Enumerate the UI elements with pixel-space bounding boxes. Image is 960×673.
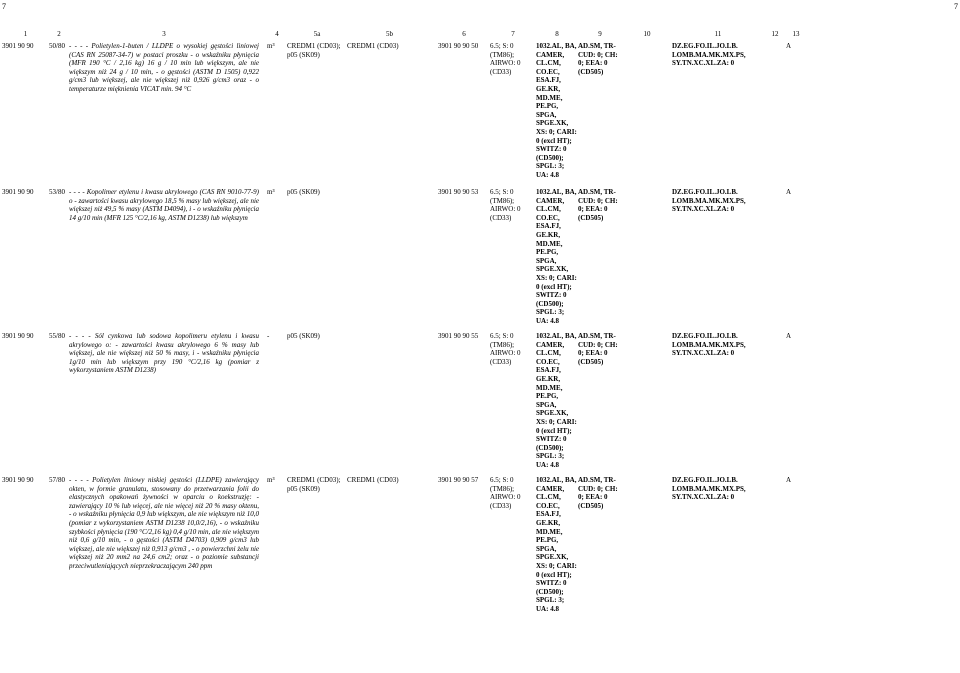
duty-col7: 6.5; S: 0 (TM86); AIRWO: 0 (CD33) <box>490 188 521 222</box>
col-header: 1 <box>23 30 28 38</box>
col-8: 1032.AL, BA, CAMER, CL.CM, CO.EC, ESA.FJ, GE.KR, MD.ME, PE.PG, SPGA, SPGE.XK, XS: 0; CARI: 0 (excl HT); SWITZ: 0 (CD500); SPGL: 3; UA: 4.8 <box>536 476 577 613</box>
col-8: 1032.AL, BA, CAMER, CL.CM, CO.EC, ESA.FJ, GE.KR, MD.ME, PE.PG, SPGA, SPGE.XK, XS: 0; CARI: 0 (excl HT); SWITZ: 0 (CD500); SPGL: 3; UA: 4.8 <box>536 42 577 179</box>
description: - - - - Polietylen liniowy niskiej gęstości (LLDPE) zawierający okten, w formie granulatu, stosowany do przetwarzania folii do elastycznych opakowań żywności w oparciu o koekstruzję: - zawierający 10 % lub więcej, ale nie więcej niż 20 % masy oktenu, - o wskaźniku płynięcia 0,9 lub większym, ale nie większym niż 10,0 (pomiar z wykorzystaniem ASTM D1238 10,0/2,16), - o wskaźniku szybkości płynięcia (190 °C/2,16 kg) 0,4 g/10 min, ale nie większym niż 0,6 g/10 min, - o gęstości (ASTM D4703) 0,909 g/cm3 lub większej, ale nie większej niż 0,913 g/cm3 , - o powierzchni żelu nie większej niż 20 mm2 na 24,6 cm2; oraz - o poziomie substancji przeciwutleniających nieprzekraczającym 240 ppm <box>69 476 260 570</box>
table-row <box>438 42 806 180</box>
col-13: A <box>786 332 792 340</box>
col-5a: p05 (SK09) <box>287 188 320 196</box>
taric-suffix: 55/80 <box>49 332 65 340</box>
col-10 <box>622 188 672 326</box>
col-header: 10 <box>643 30 651 38</box>
col-header: 9 <box>598 30 602 38</box>
col-header: 8 <box>555 30 559 38</box>
col-10 <box>622 332 672 470</box>
duty-col7: 6.5; S: 0 (TM86); AIRWO: 0 (CD33) <box>490 42 521 76</box>
col-header: 11 <box>714 30 722 38</box>
page-number-left: 7 <box>2 2 6 11</box>
taric-suffix: 57/80 <box>49 476 65 484</box>
table-row <box>2 476 432 571</box>
right-column-headers <box>438 30 806 40</box>
col-12 <box>764 332 786 470</box>
col-header: 13 <box>792 30 800 38</box>
taric-suffix: 50/80 <box>49 42 65 50</box>
col-10 <box>622 42 672 180</box>
code-col6: 3901 90 90 50 <box>438 42 479 50</box>
table-row <box>438 476 806 614</box>
col-9: AD.SM, TR-CUD: 0; CH: 0; EEA: 0 (CD505) <box>578 42 618 76</box>
col-header: 5a <box>313 30 321 38</box>
col-13: A <box>786 476 792 484</box>
col-12 <box>764 42 786 180</box>
col-5b: CREDM1 (CD03) <box>347 42 399 50</box>
col-9: AD.SM, TR-CUD: 0; CH: 0; EEA: 0 (CD505) <box>578 188 618 222</box>
taric-suffix: 53/80 <box>49 188 65 196</box>
duty-col7: 6.5; S: 0 (TM86); AIRWO: 0 (CD33) <box>490 332 521 366</box>
code-col6: 3901 90 90 55 <box>438 332 479 340</box>
table-row <box>438 332 806 470</box>
col-9: AD.SM, TR-CUD: 0; CH: 0; EEA: 0 (CD505) <box>578 476 618 510</box>
table-row <box>438 188 806 326</box>
left-column-headers <box>2 30 432 40</box>
table-row <box>2 188 432 222</box>
col-header: 2 <box>57 30 61 38</box>
code-col6: 3901 90 90 57 <box>438 476 479 484</box>
cn-code: 3901 90 90 <box>2 332 34 340</box>
col-header: 12 <box>771 30 779 38</box>
description: - - - - Sól cynkowa lub sodowa kopolimeru etylenu i kwasu akrylowego o: - zawartości kwasu akrylowego 6 % masy lub większej, ale nie większej niż 50 % masy, i - wskaźniku płynięcia 1g/10 min lub większym przy 190 °C/2,16 kg (pomiar z wykorzystaniem ASTM D1238) <box>69 332 259 375</box>
description: - - - - Kopolimer etylenu i kwasu akrylowego (CAS RN 9010-77-9) o - zawartości kwasu akrylowego 18,5 % masy lub większej, ale nie większej niż 49,5 % masy (ASTM D4094), i - o wskaźniku płynięcia 14 g/10 min (MFR 125 °C/2,16 kg, ASTM D1238) lub większym <box>69 188 259 222</box>
unit: m³ <box>267 42 275 50</box>
col-12 <box>764 476 786 614</box>
description: - - - - Polietylen-1-buten / LLDPE o wysokiej gęstości liniowej (CAS RN 25087-34-7) w postaci proszku - o wskaźniku płynięcia (MFR 190 °C / 2,16 kg) 16 g / 10 min lub większym, ale nie większym niż 24 g / 10 min, - o gęstości (ASTM D 1505) 0,922 g/cm3 lub większej, ale nie większej niż 0,926 g/cm3 oraz - o temperaturze mięknienia VICAT min. 94 °C <box>69 42 259 93</box>
unit: m³ <box>267 476 275 484</box>
col-11: DZ.EG.FO.IL.JO.LB. LOMB.MA.MK.MX.PS, SY.TN.XC.XL.ZA: 0 <box>672 42 746 68</box>
col-5b: CREDM1 (CD03) <box>347 476 399 484</box>
col-10 <box>622 476 672 614</box>
col-5b <box>347 332 432 375</box>
unit: m³ <box>267 188 275 196</box>
right-table <box>438 30 958 670</box>
col-header: 7 <box>511 30 515 38</box>
table-row <box>2 42 432 94</box>
cn-code: 3901 90 90 <box>2 476 34 484</box>
col-header: 3 <box>162 30 166 38</box>
code-col6: 3901 90 90 53 <box>438 188 479 196</box>
col-11: DZ.EG.FO.IL.JO.LB. LOMB.MA.MK.MX.PS, SY.TN.XC.XL.ZA: 0 <box>672 332 746 358</box>
table-row <box>2 332 432 375</box>
col-8: 1032.AL, BA, CAMER, CL.CM, CO.EC, ESA.FJ, GE.KR, MD.ME, PE.PG, SPGA, SPGE.XK, XS: 0; CARI: 0 (excl HT); SWITZ: 0 (CD500); SPGL: 3; UA: 4.8 <box>536 188 577 325</box>
col-11: DZ.EG.FO.IL.JO.LB. LOMB.MA.MK.MX.PS, SY.TN.XC.XL.ZA: 0 <box>672 476 746 502</box>
col-header: 5b <box>386 30 393 38</box>
left-table <box>2 30 435 670</box>
cn-code: 3901 90 90 <box>2 188 34 196</box>
col-9: AD.SM, TR-CUD: 0; CH: 0; EEA: 0 (CD505) <box>578 332 618 366</box>
cn-code: 3901 90 90 <box>2 42 34 50</box>
col-8: 1032.AL, BA, CAMER, CL.CM, CO.EC, ESA.FJ, GE.KR, MD.ME, PE.PG, SPGA, SPGE.XK, XS: 0; CARI: 0 (excl HT); SWITZ: 0 (CD500); SPGL: 3; UA: 4.8 <box>536 332 577 469</box>
col-header: 4 <box>275 30 279 38</box>
col-11: DZ.EG.FO.IL.JO.LB. LOMB.MA.MK.MX.PS, SY.TN.XC.XL.ZA: 0 <box>672 188 746 214</box>
unit: - <box>267 332 270 340</box>
col-5a: CREDM1 (CD03); p05 (SK09) <box>287 476 341 493</box>
col-5a: CREDM1 (CD03); p05 (SK09) <box>287 42 341 59</box>
col-13: A <box>786 188 792 196</box>
col-5a: p05 (SK09) <box>287 332 320 340</box>
col-12 <box>764 188 786 326</box>
col-5b <box>347 188 432 222</box>
duty-col7: 6.5; S: 0 (TM86); AIRWO: 0 (CD33) <box>490 476 521 510</box>
page-number-right: 7 <box>954 2 958 11</box>
col-13: A <box>786 42 792 50</box>
col-header: 6 <box>462 30 466 38</box>
